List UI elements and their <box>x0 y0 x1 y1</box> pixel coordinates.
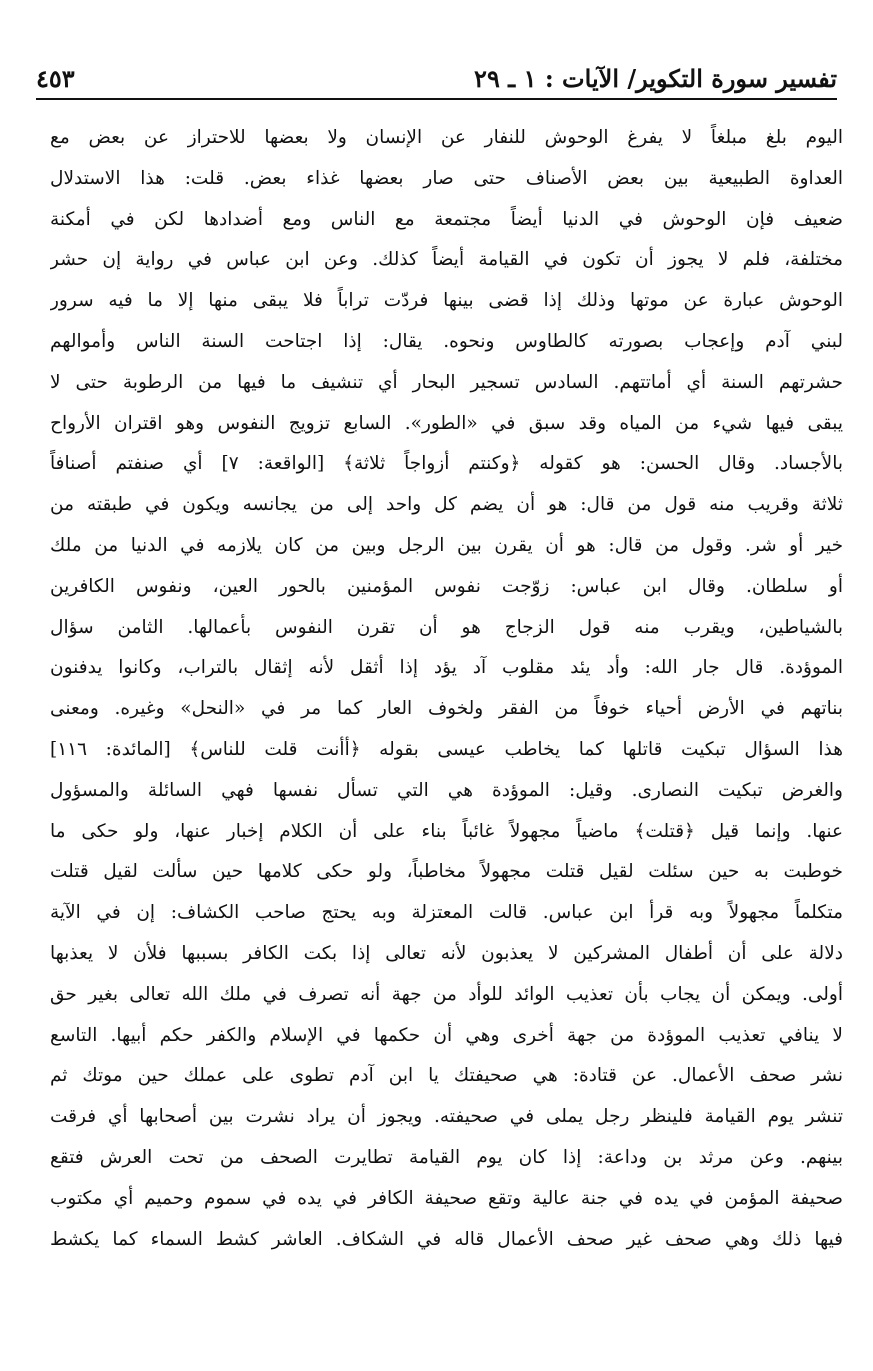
text-line: أو سلطان. وقال ابن عباس: زوّجت نفوس المؤمنين بالحور العين، ونفوس الكافرين <box>50 575 843 597</box>
text-line: اليوم بلغ مبلغاً لا يفرغ الوحوش للنفار عن الإنسان ولا بعضها للاحتراز عن بعض مع <box>50 127 843 148</box>
text-line: عنها. وإنما قيل ﴿قتلت﴾ ماضياً مجهولاً غائباً بناء على أن الكلام إخبار عنها، ولو حكى ما <box>50 820 843 842</box>
text-line: خوطبت به حين سئلت لقيل قتلت مجهولاً مخاطباً، ولو حكى كلامها حين سألت لقيل قتلت <box>50 861 843 883</box>
text-line: ثلاثة وقريب منه قول من قال: هو أن يضم كل واحد إلى من يجانسه ويكون في طبقته من <box>50 494 843 516</box>
text-line: بينهم. وعن مرثد بن وداعة: إذا كان يوم القيامة تطايرت الصحف من تحت العرش فتقع <box>50 1146 843 1168</box>
text-line: بالشياطين، ويقرب منه قول الزجاج هو أن تقرن النفوس بأعمالها. الثامن سؤال <box>50 616 843 638</box>
body-text <box>50 118 843 1260</box>
text-line: دلالة على أن أطفال المشركين لا يعذبون لأنه تعالى إذا بكت الكافر بسببها فلأن لا يعذبها <box>50 942 843 964</box>
text-line: حشرتهم السنة أي أماتتهم. السادس تسجير البحار أي تنشيف ما فيها من الرطوبة حتى لا <box>50 371 843 393</box>
text-line: هذا السؤال تبكيت قاتلها كما يخاطب عيسى بقوله ﴿أأنت قلت للناس﴾ [المائدة: ١١٦] <box>50 738 843 760</box>
text-line: بناتهم في الأرض أحياء خوفاً من الفقر ولخوف العار كما مر في «النحل» وغيره. ومعنى <box>50 698 843 720</box>
text-line: أولى. ويمكن أن يجاب بأن تعذيب الوائد للوأد من جهة أنه تصرف في ملك الله تعالى بغير حق <box>50 983 843 1005</box>
text-line: بالأجساد. وقال الحسن: هو كقوله ﴿وكنتم أزواجاً ثلاثة﴾ [الواقعة: ٧] أي صنفتم أصنافاً <box>50 453 843 475</box>
header-rule <box>36 98 837 100</box>
text-line: ضعيف فإن الوحوش في الدنيا أيضاً مجتمعة مع الناس ومع أضدادها لكن في أمكنة <box>50 208 843 230</box>
text-line: فيها ذلك وهي صحف غير صحف الأعمال قاله في الشكاف. العاشر كشط السماء كما يكشط <box>50 1228 843 1250</box>
text-line: لا ينافي تعذيب الموؤدة من جهة أخرى وهي أن حكمها في الإسلام والكفر حكم أبيها. التاسع <box>50 1024 843 1046</box>
text-line: خير أو شر. وقول من قال: هو أن يقرن بين الرجل وبين من كان يلازمه في الدنيا من ملك <box>50 534 843 556</box>
text-line: والغرض تبكيت النصارى. وقيل: الموؤدة هي التي تسأل نفسها فهي السائلة والمسؤول <box>50 779 843 801</box>
text-line: تنشر يوم القيامة فلينظر رجل يملى في صحيفته. ويجوز أن يراد نشرت بين أصحابها أي فرقت <box>50 1106 843 1128</box>
text-line: صحيفة المؤمن في يده في جنة عالية وتقع صحيفة الكافر في يده في سموم وحميم أي مكتوب <box>50 1187 843 1209</box>
text-line: متكلماً مجهولاً وبه قرأ ابن عباس. قالت المعتزلة وبه يحتج صاحب الكشاف: إن في الآية <box>50 902 843 924</box>
text-line: العداوة الطبيعية بين بعض الأصناف حتى صار بعضها غذاء بعض. قلت: هذا الاستدلال <box>50 167 843 189</box>
running-header <box>36 58 837 98</box>
text-line: الوحوش عبارة عن موتها وذلك إذا قضى بينها فردّت تراباً فلا يبقى منها إلا ما فيه سرور <box>50 290 843 312</box>
text-line: يبقى فيها شيء من المياه وقد سبق في «الطور». السابع تزويج النفوس وهو اقتران الأرواح <box>50 412 843 434</box>
text-line: الموؤدة. قال جار الله: وأد يئد مقلوب آد يؤد إذا أثقل لأنه إثقال بالتراب، وكانوا يدفنون <box>50 657 843 679</box>
text-line: نشر صحف الأعمال. عن قتادة: هي صحيفتك يا ابن آدم تطوى على عملك حين موتك ثم <box>50 1065 843 1087</box>
running-title: تفسير سورة التكوير/ الآيات : ١ ـ ٢٩ <box>474 64 837 93</box>
text-line: مختلفة، فلم لا يجوز أن تكون في القيامة أيضاً كذلك. وعن ابن عباس في رواية إن حشر <box>50 249 843 271</box>
page-number: ٤٥٣ <box>36 64 75 93</box>
text-line: لبني آدم وإعجاب بصورته كالطاوس ونحوه. يقال: إذا اجتاحت السنة الناس وأموالهم <box>50 330 843 352</box>
